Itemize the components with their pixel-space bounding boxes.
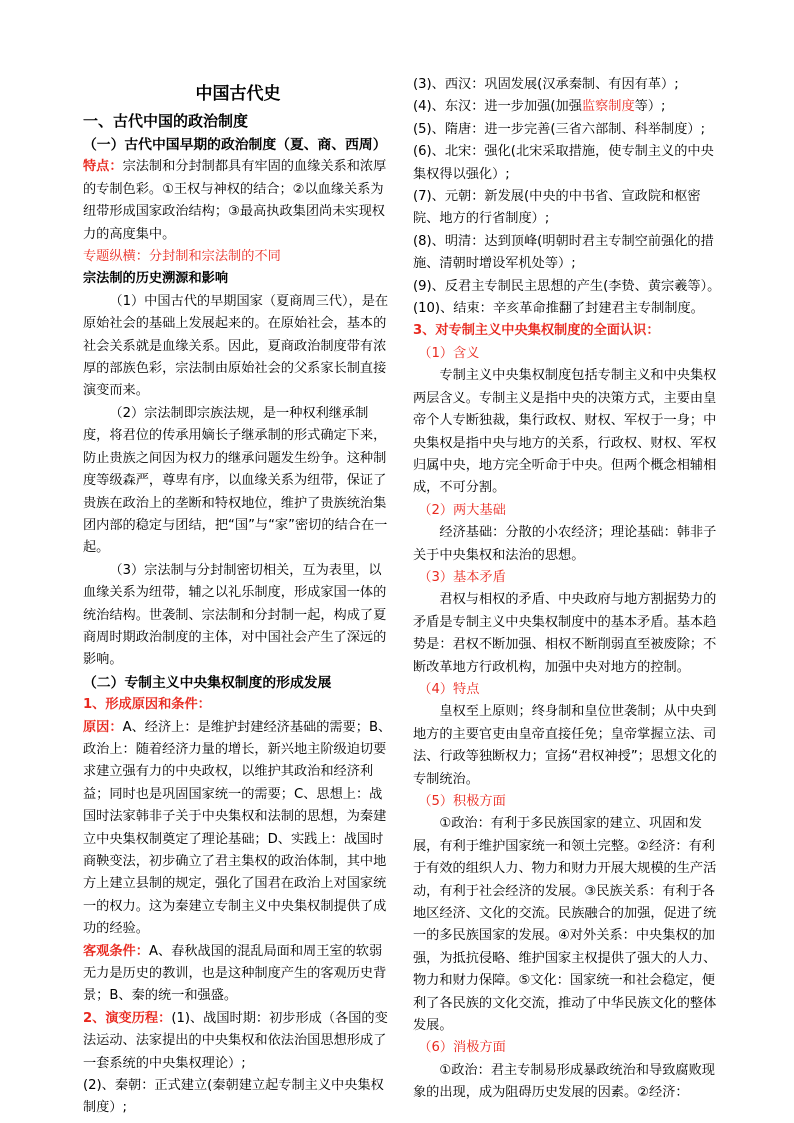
yanbian-text-1: (1)、战国时期：初步形成（各国的变法运动、法家提出的中央集权和依法治国思想形成了一套系统的中央集权理论）; [83,1010,388,1071]
topic-note: 专题纵横：分封制和宗法制的不同 [83,249,281,265]
subsection-heading: （一）古代中国早期的政治制度（夏、商、西周） [83,137,387,153]
subhead-features: （4）特点 [418,681,480,697]
stage-10: (10)、结束：辛亥革命推翻了封建君主专制制度。 [413,301,704,317]
paragraph-1: （1）中国古代的早期国家（夏商周三代），是在原始社会的基础上发展起来的。在原始社会，基本的社会关系就是血缘关系。因此，夏商政治制度带有浓厚的部族色彩，宗法制由原始社会的父系家长制直接演变而来。 [83,293,389,399]
yuanyin-paragraph [83,717,393,941]
tedian-text: 宗法制和分封制都具有牢固的血缘关系和浓厚的专制色彩。①王权与神权的结合；②以血缘关系为纽带形成国家政治结构；③最高执政集团尚未实现权力的高度集中。 [83,159,387,242]
subhead-negative: （6）消极方面 [418,1040,506,1056]
subhead-positive: （5）积极方面 [418,794,506,809]
tedian-paragraph [83,156,393,246]
subsection-heading-2: （二）专制主义中央集权制度的形成发展 [83,674,332,691]
paragraph-3: （3）宗法制与分封制密切相关，互为表里，以血缘关系为纽带，辅之以礼乐制度，形成家国一体的统治结构。世袭制、宗法制和分封制一起，构成了夏商周时期政治制度的主体，对中国社会产生了深远的影响。 [83,562,387,668]
item-heading-1: 1、形成原因和条件： [83,697,211,713]
paragraph-2: （2）宗法制即宗族法规，是一种权利继承制度，将君位的传承用嫡长子继承制的形式确定下来，防止贵族之间因为权力的继承问题发生纷争。这种制度等级森严，尊卑有序，以血缘关系为纽带，保证了贵族在政治上的垄断和特权地位，维护了贵族统治集团内部的稳定与团结，把“国”与“家”密切的结合在一起。 [83,405,388,556]
subhead-meaning: （1）含义 [418,345,480,361]
meaning-text: 专制主义中央集权制度包括专制主义和中央集权两层含义。专制主义是指中央的决策方式，主要由皇帝个人专断独裁，集行政权、财权、军权于一身；中央集权是指中央与地方的关系，行政权、财权、军权归属中央，地方完全听命于中央。但两个概念相辅相成，不可分割。 [413,368,717,496]
stage-7: (7)、元朝：新发展(中央的中书省、宣政院和枢密院、地方的行省制度）; [413,189,701,227]
stage-5: (5)、隋唐：进一步完善(三省六部制、科举制度）; [413,121,706,137]
item-heading-3: 3、对专制主义中央集权制度的全面认识： [413,323,660,339]
tedian-label: 特点： [83,159,123,175]
yanbian-paragraph-2: (2)、秦朝：正式建立(秦朝建立起专制主义中央集权制度）; [83,1078,384,1116]
stage-8: (8)、明清：达到顶峰(明朝时君主专制空前强化的措施、清朝时增设军机处等）; [413,233,714,272]
right-column [413,74,725,1105]
yuanyin-label: 原因： [83,719,123,735]
left-column [83,74,393,1120]
stage-9: (9)、反君主专制民主思想的产生(李贽、黄宗羲等）。 [413,278,721,294]
stage-4-text-a: (4)、东汉：进一步加强(加强 [413,99,582,115]
stage-4-highlight: 监察制度 [581,99,635,115]
keguan-label: 客观条件： [83,943,149,959]
zongfa-heading: 宗法制的历史溯源和影响 [83,271,229,287]
stage-4-text-c: 等）; [634,99,666,115]
stage-6: (6)、北宋：强化(北宋采取措施，使专制主义的中央集权得以强化）; [413,144,714,182]
stage-4 [413,96,725,118]
keguan-paragraph [83,941,393,1008]
section-heading: 一、古代中国的政治制度 [83,112,249,130]
contradiction-text: 君权与相权的矛盾、中央政府与地方割据势力的矛盾是专制主义中央集权制度中的基本矛盾。基本趋势是：君权不断加强、相权不断削弱直至被废除；不断改革地方行政机构，加强中央对地方的控制。 [413,592,717,675]
subhead-foundations: （2）两大基础 [418,502,506,518]
positive-text: ①政治：有利于多民族国家的建立、巩固和发展，有利于维护国家统一和领土完整。②经济：有利于有效的组织人力、物力和财力开展大规模的生产活动，有利于社会经济的发展。③民族关系：有利于各地区经济、文化的交流。民族融合的加强，促进了统一的多民族国家的发展。④对外关系：中央集权的加强，为抵抗侵略、维护国家主权提供了强大的人力、物力和财力保障。⑤文化：国家统一和社会稳定，便利了各民族的文化交流，推动了中华民族文化的整体发展。 [413,816,717,1034]
page-title: 中国古代史 [195,84,281,104]
foundations-text: 经济基础：分散的小农经济；理论基础：韩非子关于中央集权和法治的思想。 [413,525,717,563]
features-text: 皇权至上原则；终身制和皇位世袭制；从中央到地方的主要官吏由皇帝直接任免；皇帝掌握立法、司法、行政等独断权力；宣扬“君权神授”；思想文化的专制统治。 [413,704,717,787]
yuanyin-text: A、经济上：是维护封建经济基础的需要；B、政治上：随着经济力量的增长，新兴地主阶级迫切要求建立强有力的中央政权，以维护其政治和经济利益；同时也是巩固国家统一的需要；C、思想上：战国时法家韩非子关于中央集权和法制的思想，为秦建立中央集权制奠定了理论基础；D、实践上：战国时商鞅变法，初步确立了君主集权的政治体制，其中地方上建立县制的规定，强化了国君在政治上对国家统一的权力。这为秦建立专制主义中央集权制提供了成功的经验。 [83,719,392,937]
yanbian-paragraph-1 [83,1008,393,1075]
negative-text: ①政治：君主专制易形成暴政统治和导致腐败现象的出现，成为阻碍历史发展的因素。②经济： [413,1062,715,1101]
stage-3: (3)、西汉：巩固发展(汉承秦制、有因有革）; [413,77,679,92]
keguan-text: A、春秋战国的混乱局面和周王室的软弱无力是历史的教训，也是这种制度产生的客观历史背景；B、秦的统一和强盛。 [83,943,387,1004]
item-heading-2: 2、演变历程： [83,1010,172,1026]
subhead-contradiction: （3）基本矛盾 [418,569,506,585]
